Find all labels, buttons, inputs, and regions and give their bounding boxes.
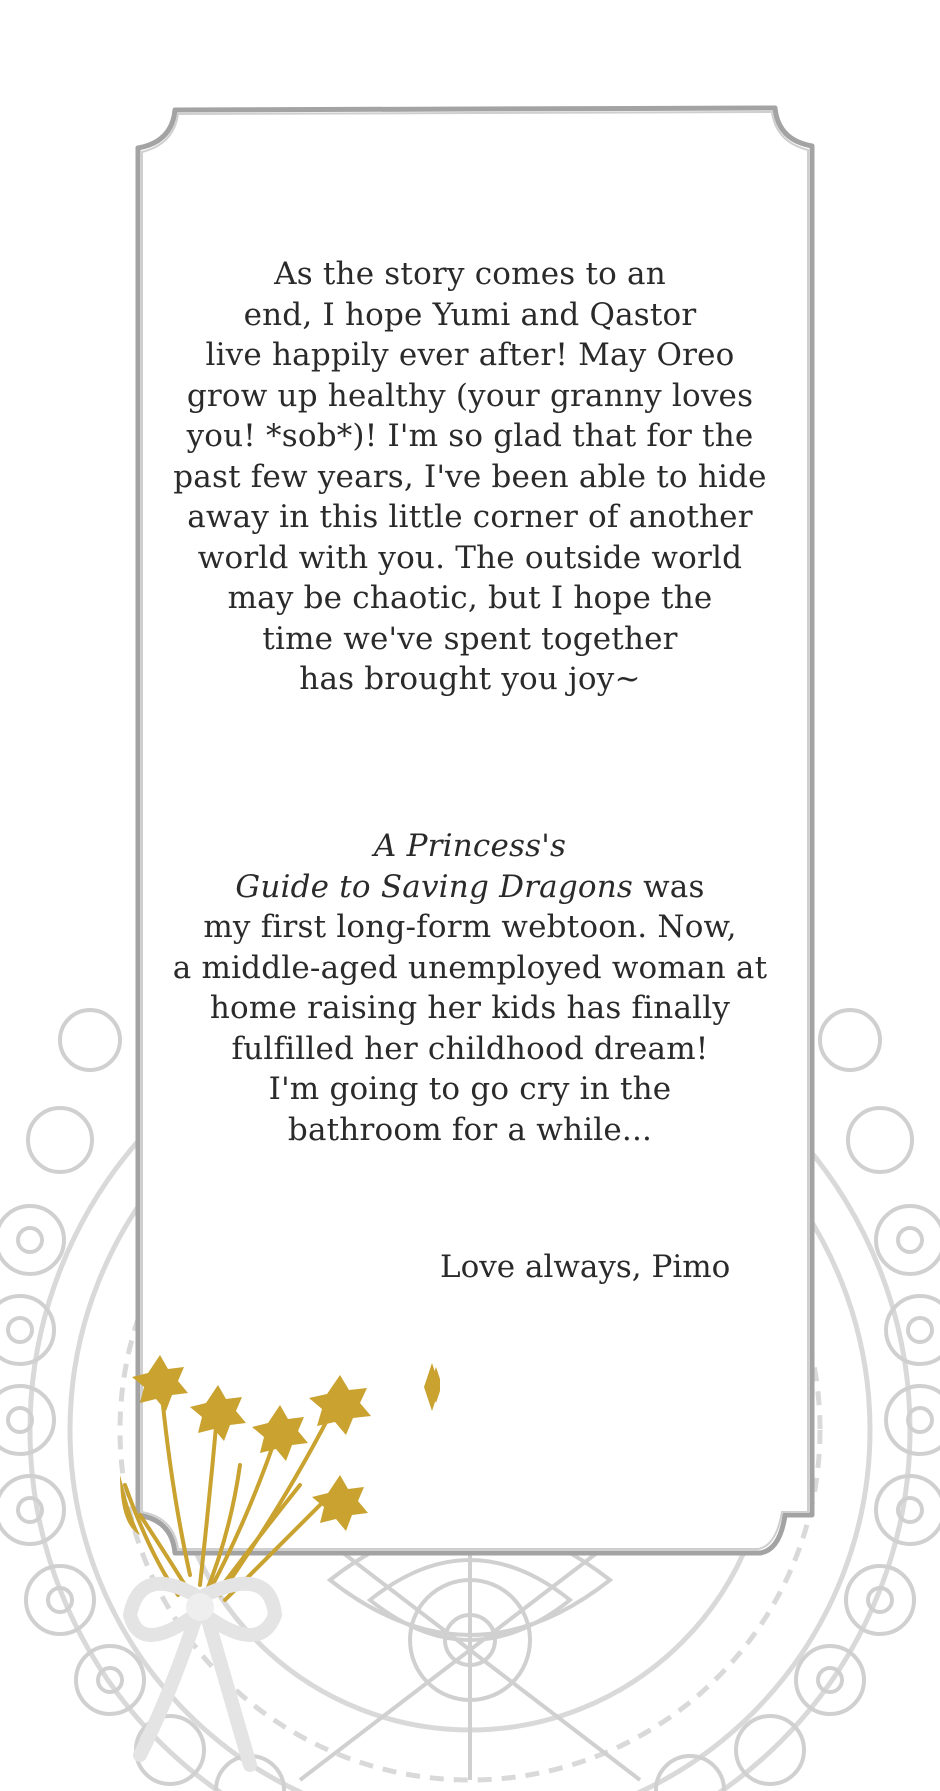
- comic-title-italic: Guide to Saving Dragons: [235, 868, 634, 905]
- comic-title-line-2: [170, 867, 770, 908]
- letter-line: my first long-form webtoon. Now,: [203, 909, 737, 945]
- letter-line: away in this little corner of another: [187, 499, 753, 535]
- letter-line: home raising her kids has finally: [209, 990, 731, 1026]
- letter-line: end, I hope Yumi and Qastor: [243, 296, 697, 333]
- letter-line: fulfilled her childhood dream!: [231, 1030, 709, 1067]
- letter-signoff: Love always, Pimo: [440, 1249, 731, 1285]
- letter-paragraph-1: [170, 254, 770, 700]
- letter-line: may be chaotic, but I hope the: [227, 580, 713, 616]
- letter-line: time we've spent together: [262, 620, 678, 657]
- letter-line: grow up healthy (your granny loves: [186, 377, 754, 414]
- letter-line: past few years, I've been able to hide: [173, 458, 767, 495]
- letter-line: you! *sob*)! I'm so glad that for the: [186, 418, 754, 454]
- letter-line: bathroom for a while...: [287, 1111, 653, 1148]
- letter-line: has brought you joy~: [299, 661, 641, 697]
- letter-line: a middle-aged unemployed woman at: [172, 949, 768, 986]
- letter-line: I'm going to go cry in the: [268, 1071, 672, 1107]
- letter-line: world with you. The outside world: [197, 539, 743, 576]
- letter-paragraph-2: [170, 826, 770, 1150]
- comic-title-rest: was: [633, 868, 705, 905]
- letter-line: live happily ever after! May Oreo: [205, 337, 735, 373]
- daffodil-bouquet-icon: [100, 1345, 440, 1785]
- sparkle-star-icon: [424, 1363, 440, 1411]
- letter-line: As the story comes to an: [274, 256, 666, 292]
- comic-title-line-1: A Princess's: [373, 828, 567, 864]
